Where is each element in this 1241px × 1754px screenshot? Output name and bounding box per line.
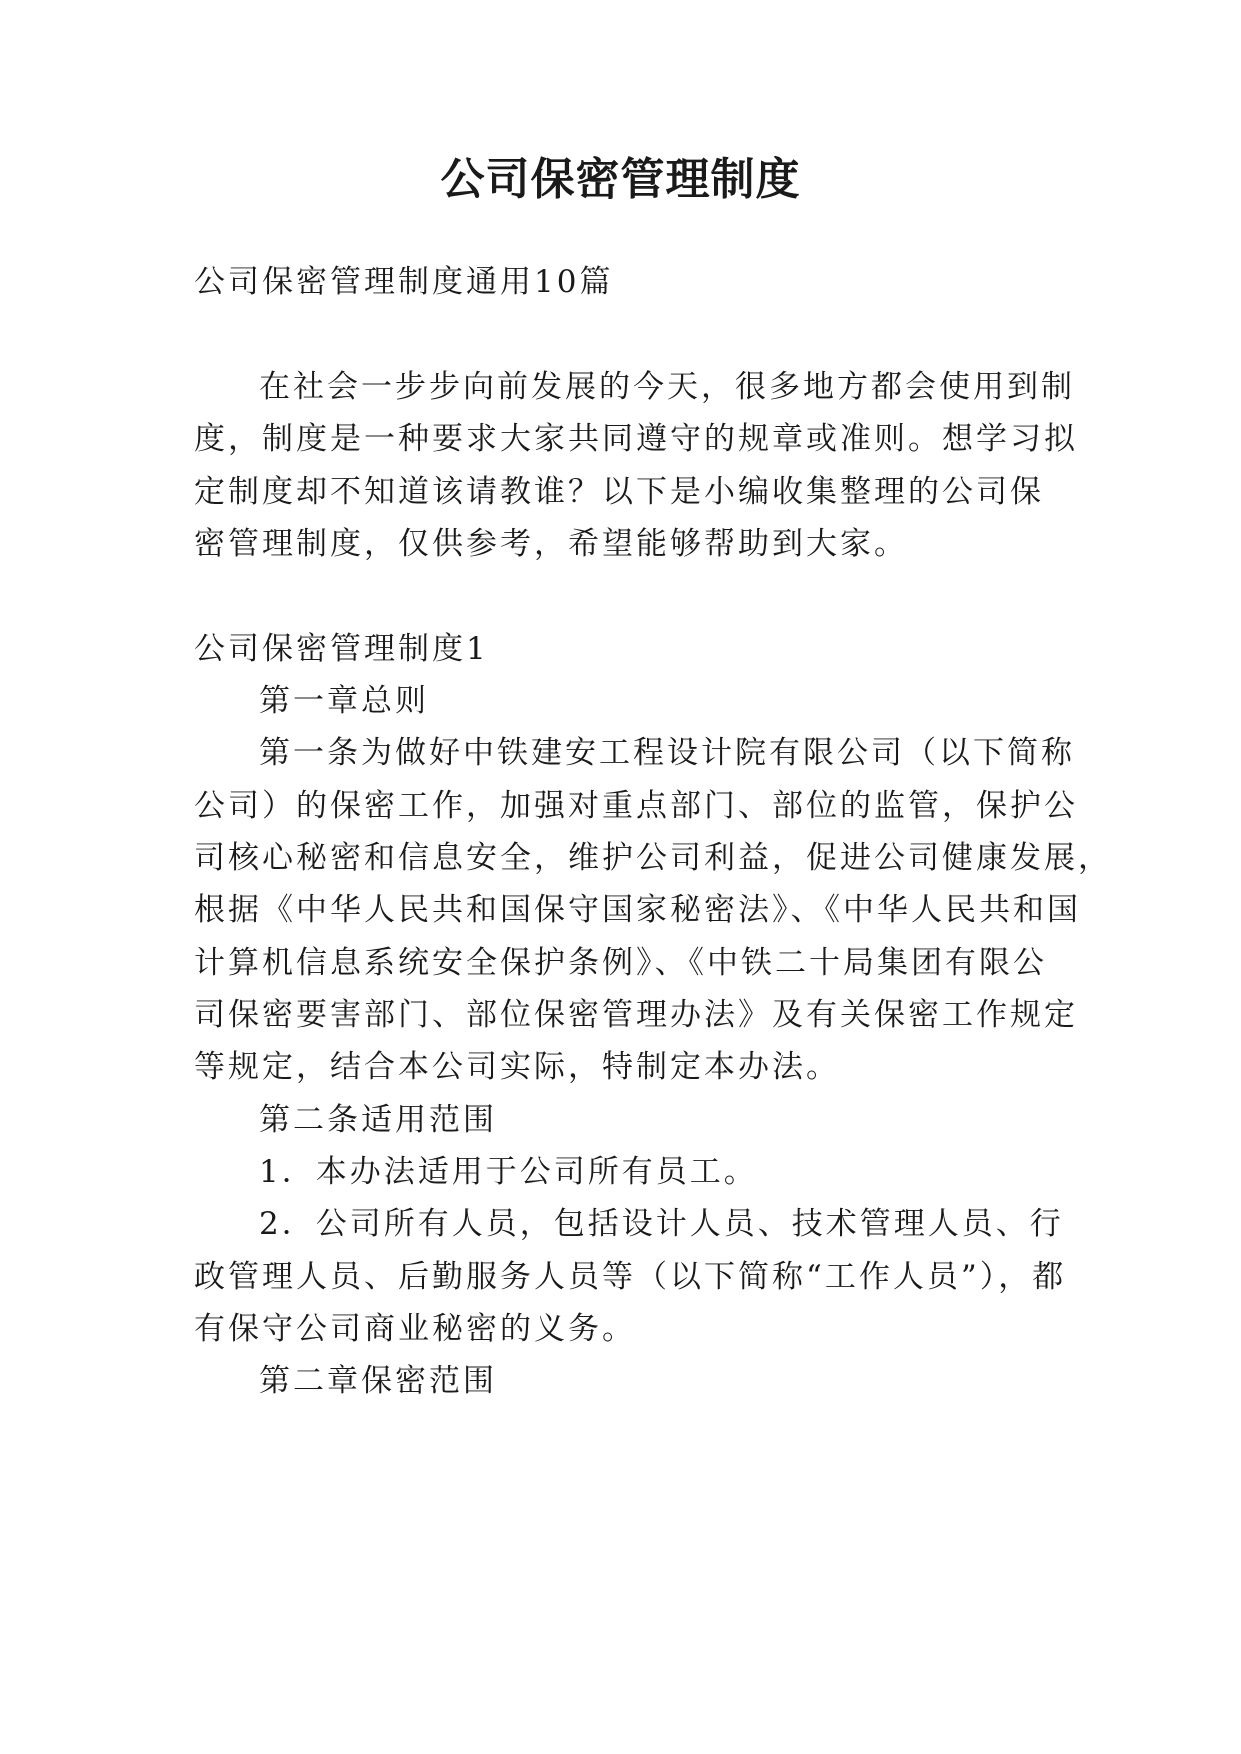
article-line: 计算机信息系统安全保护条例》、《中铁二十局集团有限公 xyxy=(194,945,1047,981)
chapter-heading: 第二章保密范围 xyxy=(259,1363,497,1399)
article-line: 公司）的保密工作，加强对重点部门、部位的监管，保护公 xyxy=(194,788,1078,824)
list-item-line: 2．公司所有人员，包括设计人员、技术管理人员、行 xyxy=(259,1206,1064,1242)
intro-line: 在社会一步步向前发展的今天，很多地方都会使用到制 xyxy=(259,369,1075,405)
list-item-line: 政管理人员、后勤服务人员等（以下简称“工作人员”），都 xyxy=(194,1259,1067,1295)
article-line: 司核心秘密和信息安全，维护公司利益，促进公司健康发展， xyxy=(194,840,1112,876)
article-line: 根据《中华人民共和国保守国家秘密法》、《中华人民共和国 xyxy=(194,892,1081,928)
article-line: 司保密要害部门、部位保密管理办法》及有关保密工作规定 xyxy=(194,997,1078,1033)
article-heading: 第二条适用范围 xyxy=(259,1102,497,1138)
document-title: 公司保密管理制度 xyxy=(440,154,801,205)
intro-line: 度，制度是一种要求大家共同遵守的规章或准则。想学习拟 xyxy=(194,421,1078,457)
chapter-heading: 第一章总则 xyxy=(259,683,429,719)
intro-line: 定制度却不知道该请教谁？以下是小编收集整理的公司保 xyxy=(194,474,1044,510)
intro-line: 密管理制度，仅供参考，希望能够帮助到大家。 xyxy=(194,526,908,562)
article-line: 第一条为做好中铁建安工程设计院有限公司（以下简称 xyxy=(259,735,1075,771)
document-subtitle: 公司保密管理制度通用10篇 xyxy=(194,264,614,300)
section-heading: 公司保密管理制度1 xyxy=(194,631,489,667)
article-line: 等规定，结合本公司实际，特制定本办法。 xyxy=(194,1049,840,1085)
list-item: 1．本办法适用于公司所有员工。 xyxy=(259,1154,758,1190)
list-item-line: 有保守公司商业秘密的义务。 xyxy=(194,1311,636,1347)
